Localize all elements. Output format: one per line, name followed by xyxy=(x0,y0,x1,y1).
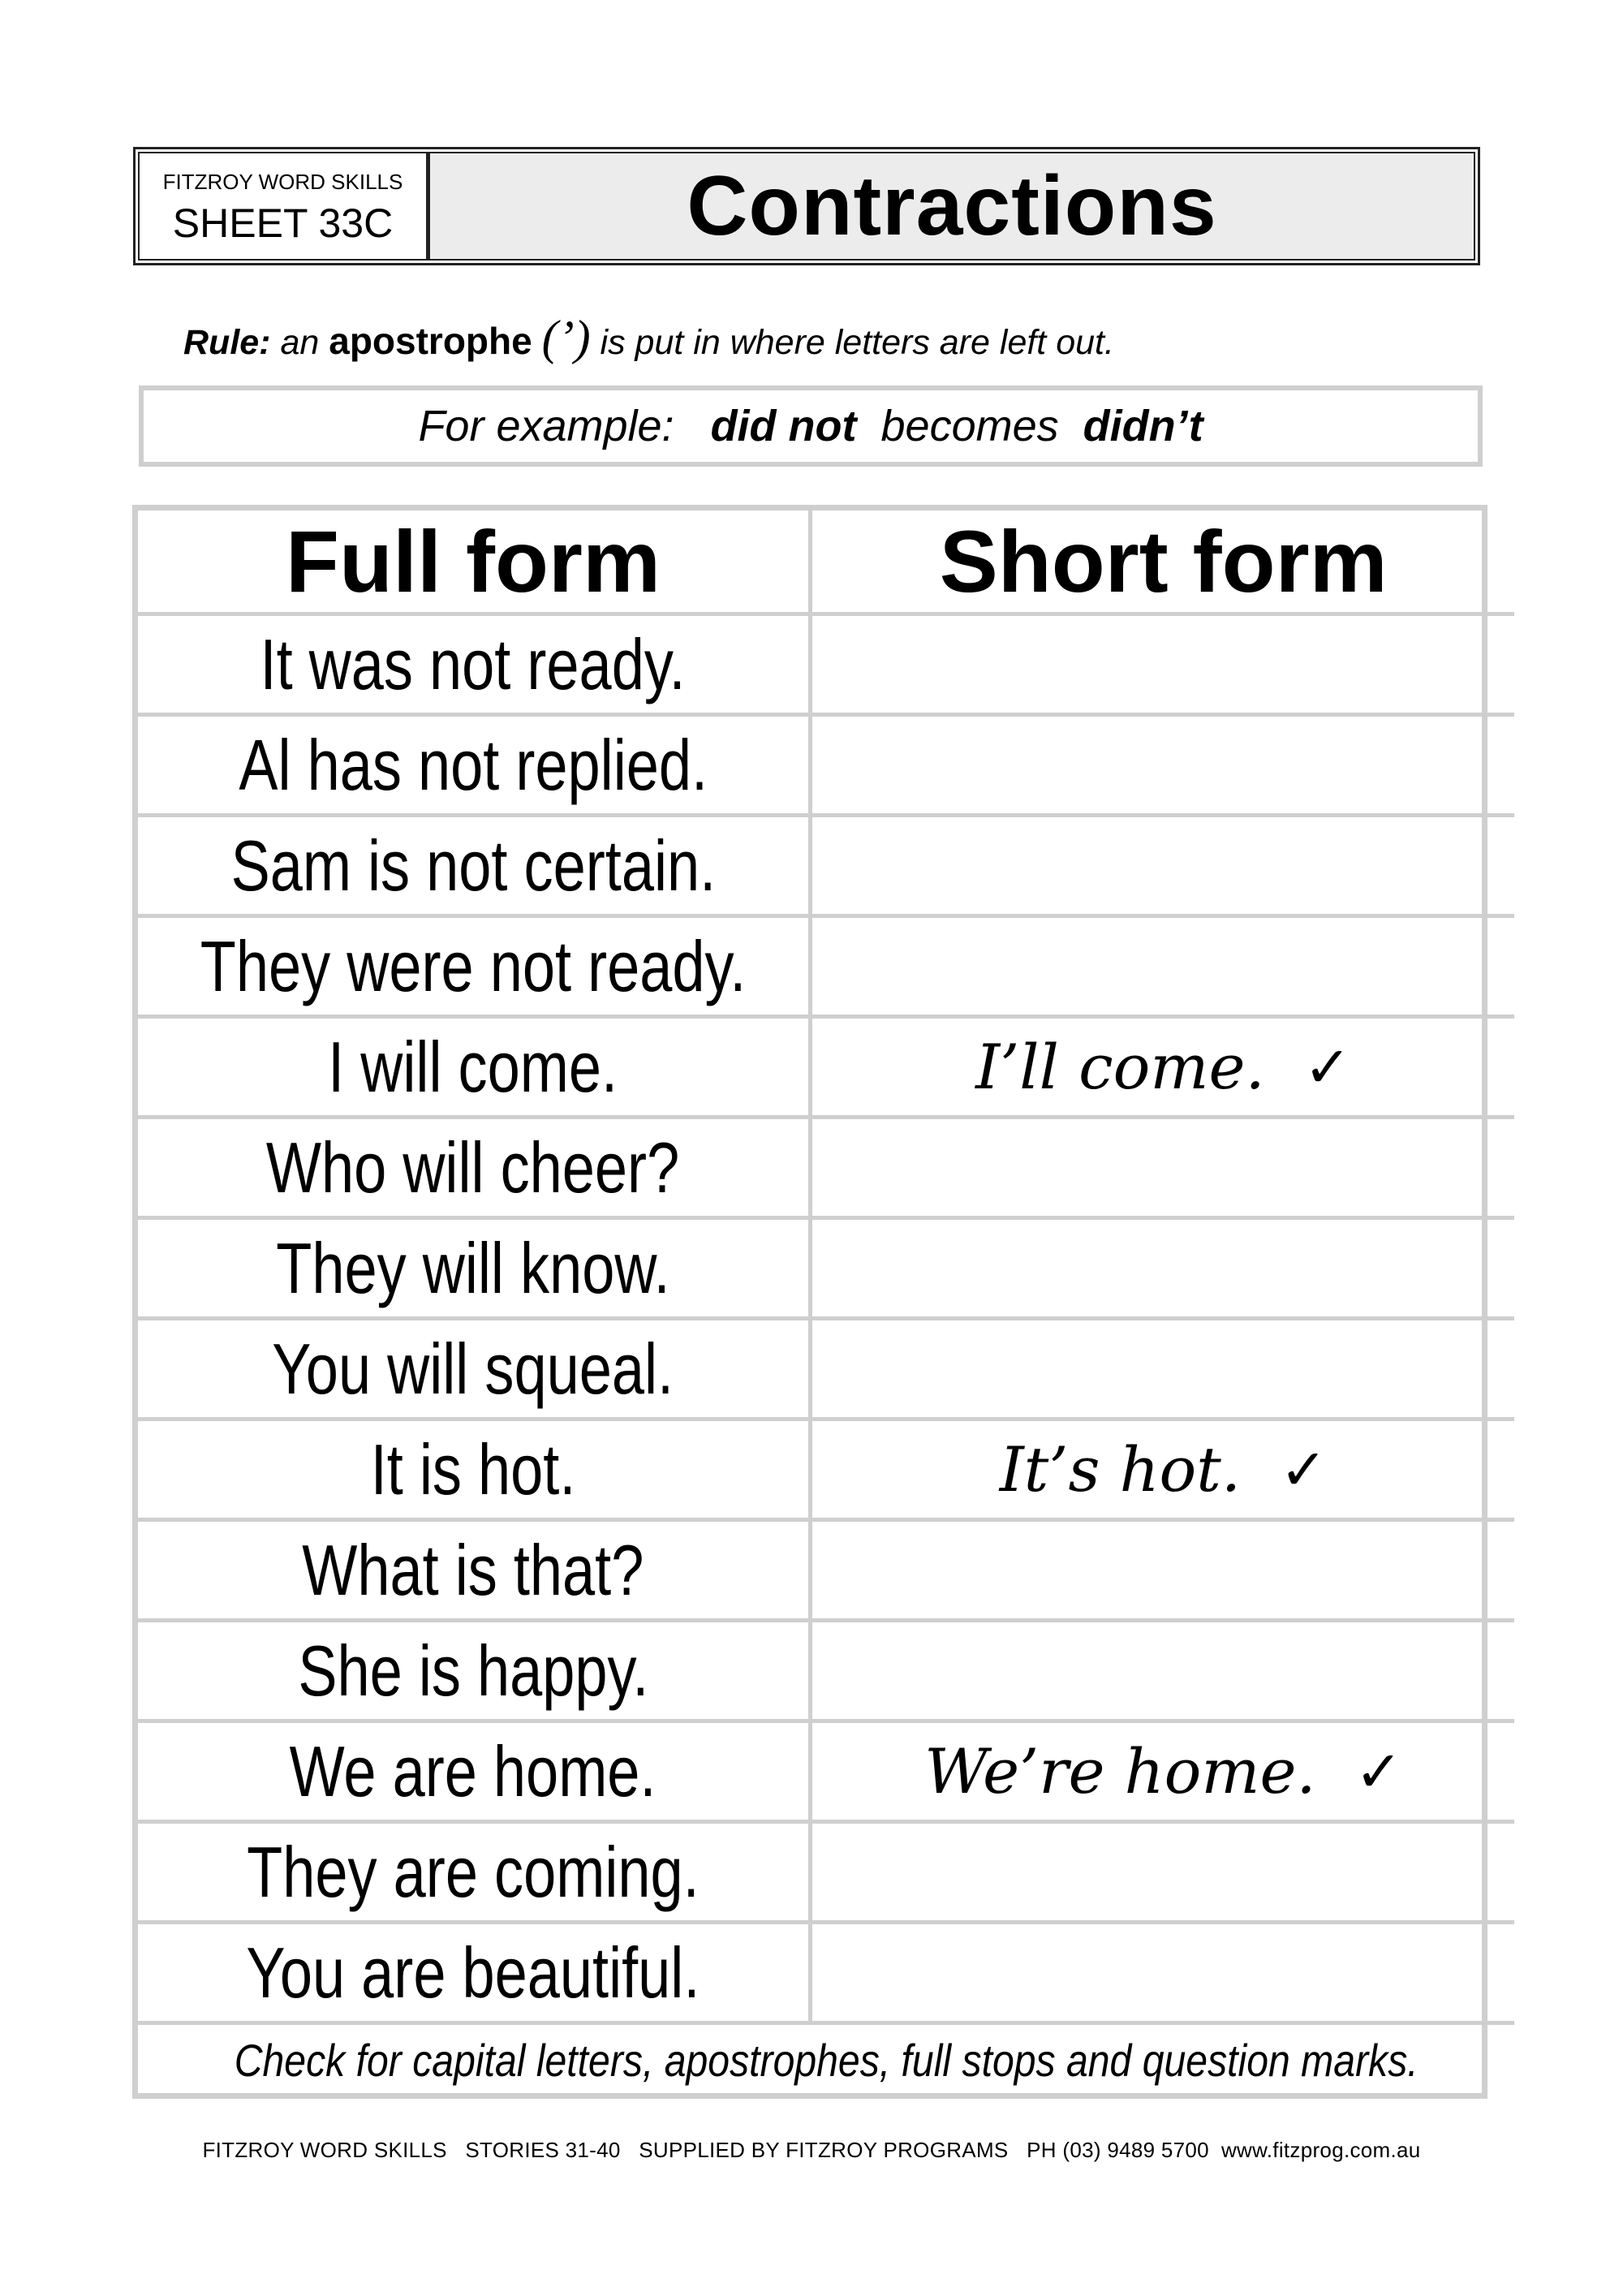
check-mark-icon: ✓ xyxy=(1354,1738,1403,1805)
short-form-cell[interactable] xyxy=(811,1923,1515,2023)
table-row xyxy=(138,1822,1514,1923)
example-full: did not xyxy=(710,402,857,450)
rule-keyword: apostrophe xyxy=(329,320,532,362)
full-form-text: You will squeal. xyxy=(272,1328,674,1409)
short-form-cell[interactable] xyxy=(811,816,1515,916)
rule-label: Rule: xyxy=(183,323,271,362)
full-form-text: They were not ready. xyxy=(200,925,747,1006)
table-row xyxy=(138,1923,1514,2023)
short-form-cell[interactable] xyxy=(811,1520,1515,1621)
full-form-cell xyxy=(138,1118,811,1218)
full-form-text: We are home. xyxy=(290,1730,657,1811)
rule-text-after: is put in where letters are left out. xyxy=(590,323,1114,362)
example-prefix: For example: xyxy=(418,402,711,450)
header-short-form: Short form xyxy=(811,510,1515,614)
full-form-text: Al has not replied. xyxy=(239,724,708,805)
full-form-text: I will come. xyxy=(328,1026,618,1107)
table-row xyxy=(138,1721,1514,1822)
full-form-text: Sam is not certain. xyxy=(230,825,716,906)
rule-text-before: an xyxy=(270,323,329,362)
sheet-number: SHEET 33C xyxy=(172,200,394,246)
example-middle: becomes xyxy=(856,402,1083,450)
sheet-id-box xyxy=(140,153,428,259)
short-form-cell[interactable] xyxy=(811,916,1515,1017)
page-footer: FITZROY WORD SKILLS STORIES 31-40 SUPPLIED BY FITZROY PROGRAMS PH (03) 9489 5700 www.fitzprog.com.au xyxy=(202,2138,1421,2162)
short-form-cell[interactable] xyxy=(811,1822,1515,1923)
full-form-cell xyxy=(138,614,811,715)
table-row xyxy=(138,715,1514,816)
check-mark-icon: ✓ xyxy=(1303,1033,1352,1101)
sheet-header xyxy=(133,147,1480,265)
short-form-cell[interactable] xyxy=(811,1721,1515,1822)
full-form-cell xyxy=(138,1822,811,1923)
full-form-cell xyxy=(138,1017,811,1118)
full-form-cell xyxy=(138,1218,811,1319)
full-form-text: What is that? xyxy=(302,1529,644,1610)
handwritten-answer: It’s hot. xyxy=(999,1433,1242,1506)
short-form-cell[interactable] xyxy=(811,614,1515,715)
short-form-answer xyxy=(1000,1433,1328,1506)
short-form-cell[interactable] xyxy=(811,715,1515,816)
handwritten-answer: We’re home. xyxy=(924,1735,1316,1807)
full-form-cell xyxy=(138,1319,811,1419)
table-row xyxy=(138,1118,1514,1218)
example-box xyxy=(139,386,1483,467)
full-form-cell xyxy=(138,1621,811,1721)
full-form-cell xyxy=(138,715,811,816)
short-form-cell[interactable] xyxy=(811,1319,1515,1419)
table-row xyxy=(138,1520,1514,1621)
checking-note-text: Check for capital letters, apostrophes, full stops and question marks. xyxy=(234,2034,1419,2086)
example-short: didn’t xyxy=(1083,402,1203,450)
full-form-cell xyxy=(138,1520,811,1621)
series-name: FITZROY WORD SKILLS xyxy=(162,169,403,194)
table-row xyxy=(138,1419,1514,1520)
full-form-cell xyxy=(138,916,811,1017)
table-row xyxy=(138,1218,1514,1319)
short-form-answer xyxy=(924,1735,1402,1807)
header-full-form: Full form xyxy=(138,510,811,614)
contractions-table xyxy=(132,505,1487,2099)
short-form-cell[interactable] xyxy=(811,1218,1515,1319)
title-box xyxy=(428,153,1474,259)
short-form-cell[interactable] xyxy=(811,1017,1515,1118)
table-row xyxy=(138,816,1514,916)
full-form-text: She is happy. xyxy=(298,1630,648,1711)
full-form-cell xyxy=(138,816,811,916)
table-row xyxy=(138,1017,1514,1118)
full-form-cell xyxy=(138,1923,811,2023)
table-row xyxy=(138,614,1514,715)
full-form-text: It is hot. xyxy=(370,1428,576,1510)
short-form-cell[interactable] xyxy=(811,1621,1515,1721)
apostrophe-symbol: (’) xyxy=(541,311,591,364)
handwritten-answer: I’ll come. xyxy=(975,1031,1265,1103)
full-form-cell xyxy=(138,1419,811,1520)
checking-note xyxy=(138,2023,1514,2096)
table-row xyxy=(138,916,1514,1017)
full-form-text: You are beautiful. xyxy=(246,1932,700,2013)
full-form-text: They are coming. xyxy=(247,1831,700,1912)
full-form-text: They will know. xyxy=(276,1227,670,1308)
full-form-cell xyxy=(138,1721,811,1822)
full-form-text: It was not ready. xyxy=(260,623,687,704)
short-form-cell[interactable] xyxy=(811,1419,1515,1520)
table-row xyxy=(138,1621,1514,1721)
rule-line xyxy=(183,310,1114,366)
check-mark-icon: ✓ xyxy=(1280,1436,1328,1503)
full-form-text: Who will cheer? xyxy=(266,1126,680,1208)
page-title: Contractions xyxy=(687,158,1217,253)
short-form-cell[interactable] xyxy=(811,1118,1515,1218)
table-row xyxy=(138,1319,1514,1419)
short-form-answer xyxy=(975,1031,1351,1103)
